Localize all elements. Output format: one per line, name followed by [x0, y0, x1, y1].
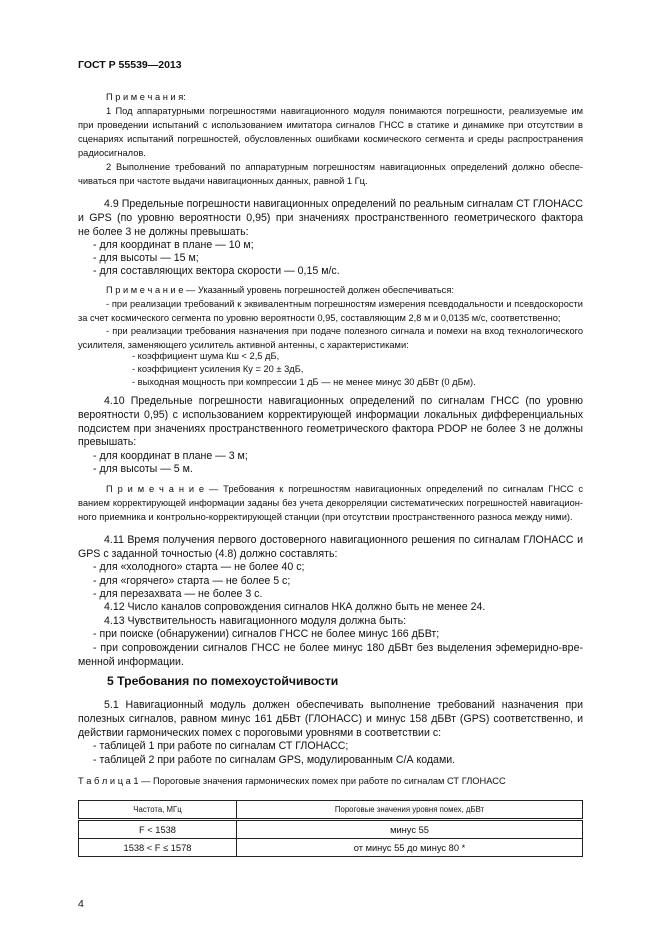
text-line: ного приемника и контрольно-корректирующей станции (при отсутствии пространственного разноса между ними). — [78, 512, 573, 522]
text-line: 4.11 Время получения первого достоверного навигационного решения по сигналам ГЛОНАСС и — [104, 534, 583, 546]
text-line: подсистем при значениях пространственного геометрического фактора PDOP не более 3 не должны — [78, 422, 583, 435]
table-header: Пороговые значения уровня помех, дБВт — [237, 801, 583, 820]
text-line: ванием корректирующей информации заданы без учета декорреляции систематических погрешностей навигацион- — [78, 498, 583, 508]
text-line: при проведении испытаний с использованием имитатора сигналов ГНСС в статике и динамике при отсутствии в — [78, 120, 583, 130]
text-line: - для высоты — 5 м. — [93, 463, 193, 475]
text-line: - при реализации требования назначения при подаче полезного сигнала и помехи на вход технологического — [106, 326, 583, 336]
text-line: вероятности 0,95) с использованием корректирующей информации локальных дифференциальных — [78, 408, 583, 421]
text-line: - для перезахвата — не более 3 с. — [93, 588, 263, 600]
text-line: сценариях испытаний погрешностей, обусловленных ошибками космического сегмента и среды распространения — [78, 134, 583, 144]
text-line: 2 Выполнение требований по аппаратурным погрешностям навигационных определений должно обеспе- — [106, 162, 583, 172]
text-line: чиваться при частоте выдачи навигационных данных, равной 1 Гц. — [78, 176, 368, 186]
text-line: - для координат в плане — 3 м; — [93, 450, 248, 462]
text-line: - при сопровождении сигналов ГНСС не более минус 180 дБВт без выделения эфемеридно-вре- — [93, 642, 583, 654]
text-line: не более 3 не должны превышать: — [78, 226, 249, 238]
text-line: - для координат в плане — 10 м; — [93, 239, 254, 251]
text-line: усилителя, заменяющего усилитель активной антенны, с характеристиками: — [78, 339, 409, 350]
section-heading: 5 Требования по помехоустойчивости — [107, 674, 339, 688]
document-header: ГОСТ Р 55539—2013 — [78, 59, 182, 71]
table-cell: 1538 < F ≤ 1578 — [79, 839, 237, 857]
text-line: - коэффициент усиления Ку = 20 ± 3дБ, — [132, 364, 304, 374]
text-line: за счет космического сегмента по уровню вероятности 0,95, составляющим 2,8 м и 0,0135 м/с, соответственно; — [78, 312, 561, 323]
text-line: - для «горячего» старта — не более 5 с; — [93, 574, 291, 587]
text-line: П р и м е ч а н и я: — [106, 92, 186, 102]
text-line: - для составляющих вектора скорости — 0,15 м/с. — [93, 265, 340, 277]
text-line: 4.13 Чувствительность навигационного модуля должна быть: — [104, 615, 407, 627]
table-row — [79, 839, 583, 857]
text-line: Т а б л и ц а 1 — Пороговые значения гармонических помех при работе по сигналам СТ ГЛОНАСС — [78, 776, 506, 786]
text-line: П р и м е ч а н и е — Требования к погрешностям навигационных определений по сигналам ГНСС с — [106, 484, 583, 494]
table-header: Частота, МГц — [79, 801, 237, 820]
table-cell: F < 1538 — [79, 820, 237, 839]
text-line: - коэффициент шума Кш < 2,5 дБ, — [132, 351, 280, 361]
table-1 — [78, 800, 583, 857]
text-line: радиосигналов. — [78, 148, 146, 158]
text-line: превышать: — [78, 436, 137, 449]
table-row — [79, 820, 583, 839]
text-line: 1 Под аппаратурными погрешностями навигационного модуля понимаются погрешности, реализуемые им — [106, 106, 583, 116]
text-line: - для «холодного» старта — не более 40 с; — [93, 561, 305, 573]
text-line: 4.10 Предельные погрешности навигационных определений по сигналам ГНСС (по уровню — [104, 395, 583, 407]
text-line: - таблицей 1 при работе по сигналам СТ ГЛОНАСС; — [93, 740, 349, 752]
table-cell: минус 55 — [237, 820, 583, 839]
text-line: GPS с заданной точностью (4.8) должно составлять: — [78, 548, 338, 560]
text-line: П р и м е ч а н и е — Указанный уровень погрешностей должен обеспечиваться: — [106, 285, 454, 295]
text-line: 4.9 Предельные погрешности навигационных определений по реальным сигналам СТ ГЛОНАСС — [104, 198, 583, 210]
text-line: и GPS (по уровню вероятности 0,95) при значениях пространственного геометрического фактора — [78, 212, 583, 224]
text-line: - таблицей 2 при работе по сигналам GPS, модулированным С/А кодами. — [93, 753, 456, 766]
text-line: - при поиске (обнаружении) сигналов ГНСС не более минус 166 дБВт; — [93, 628, 440, 640]
text-line: менной информации. — [78, 655, 184, 668]
table-cell: от минус 55 до минус 80 * — [237, 839, 583, 857]
text-line: полезных сигналов, равном минус 161 дБВт (ГЛОНАСС) и минус 158 дБВт (GPS) соответственно, и — [78, 713, 583, 725]
text-line: действии гармонических помех с пороговыми уровнями в соответствии с: — [78, 727, 442, 739]
text-line: 4.12 Число каналов сопровождения сигналов НКА должно быть не менее 24. — [104, 601, 486, 613]
text-line: - для высоты — 15 м; — [93, 252, 199, 264]
text-line: - при реализации требований к эквивалентным погрешностям измерения псевдодальности и псевдоскорости — [106, 299, 583, 309]
text-line: - выходная мощность при компрессии 1 дБ — не менее минус 30 дБВт (0 дБм). — [132, 377, 476, 387]
text-line: 5.1 Навигационный модуль должен обеспечивать выполнение требований назначения при — [104, 699, 583, 711]
table-header-row — [79, 801, 583, 820]
page-number: 4 — [78, 898, 84, 910]
